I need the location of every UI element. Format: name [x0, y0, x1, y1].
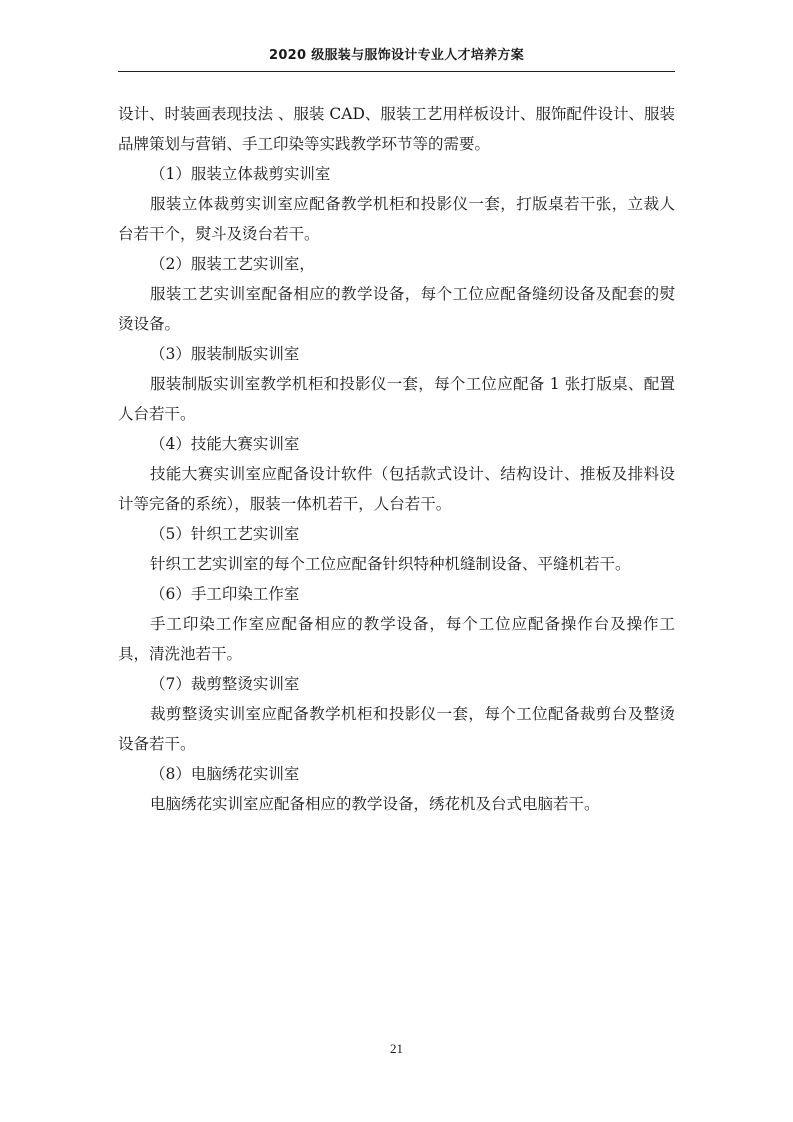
- intro-paragraph: 设计、时装画表现技法 、服装 CAD、服装工艺用样板设计、服饰配件设计、服装品牌策划与营销、手工印染等实践教学环节等的需要。: [118, 105, 675, 153]
- section-text-2: 服装工艺实训室配备相应的教学设备，每个工位应配备缝纫设备及配套的熨烫设备。: [118, 285, 675, 333]
- section-text-7: 裁剪整烫实训室应配备教学机柜和投影仪一套，每个工位配备裁剪台及整烫设备若干。: [118, 705, 675, 753]
- section-heading-8: （8）电脑绣花实训室: [150, 765, 300, 783]
- section-heading-4: （4）技能大赛实训室: [150, 435, 300, 453]
- section-heading-7: （7）裁剪整烫实训室: [150, 675, 300, 693]
- section-text-4: 技能大赛实训室应配备设计软件（包括款式设计、结构设计、推板及排料设计等完备的系统），服装一体机若干，人台若干。: [118, 465, 675, 513]
- document-body: [118, 99, 675, 819]
- section-heading-6: （6）手工印染工作室: [150, 585, 300, 603]
- header-divider: [118, 71, 675, 72]
- page-number: 21: [390, 1041, 403, 1056]
- section-heading-5: （5）针织工艺实训室: [150, 525, 300, 543]
- section-heading-3: （3）服装制版实训室: [150, 345, 300, 363]
- section-heading-2: （2）服装工艺实训室，: [150, 255, 315, 273]
- section-text-5: 针织工艺实训室的每个工位应配备针织特种机缝制设备、平缝机若干。: [150, 555, 631, 573]
- document-header-title: 2020 级服装与服饰设计专业人才培养方案: [268, 48, 524, 63]
- section-text-8: 电脑绣花实训室应配备相应的教学设备，绣花机及台式电脑若干。: [150, 795, 600, 813]
- section-text-6: 手工印染工作室应配备相应的教学设备，每个工位应配备操作台及操作工具，清洗池若干。: [118, 615, 675, 663]
- section-text-1: 服装立体裁剪实训室应配备教学机柜和投影仪一套，打版桌若干张，立裁人台若干个，熨斗及烫台若干。: [118, 195, 675, 243]
- section-text-3: 服装制版实训室教学机柜和投影仪一套，每个工位应配备 1 张打版桌、配置人台若干。: [118, 375, 675, 423]
- section-heading-1: （1）服装立体裁剪实训室: [150, 165, 331, 183]
